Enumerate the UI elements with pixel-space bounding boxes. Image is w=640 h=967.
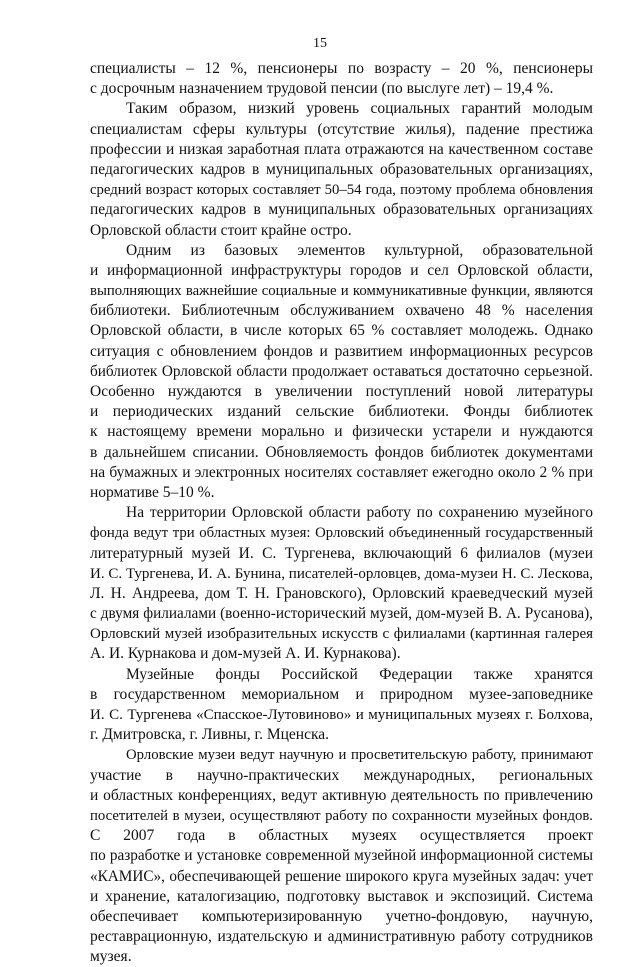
text-line: ситуация с обновлением фондов и развитием информационных ресурсов [90, 342, 593, 360]
text-line: фонда ведут три областных музея: Орловский объединенный государственный [90, 525, 593, 542]
text-line: по разработке и установке современной музейной информационной системы [90, 847, 593, 865]
text-line: На территории Орловской области работу по сохранению музейного [126, 504, 593, 522]
text-line: специалистам сферы культуры (отсутствие жилья), падение престижа [90, 120, 593, 138]
text-line: «КАМИС», обеспечивающей решение широкого круга музейных задач: учет [90, 867, 593, 885]
text-line: выполняющих важнейшие социальные и коммуникативные функции, являются [90, 283, 593, 300]
text-line: с досрочным назначением трудовой пенсии (по выслуге лет) – 19,4 %. [90, 80, 554, 98]
text-line: Особенно нуждаются в увеличении поступлений новой литературы [90, 383, 593, 400]
text-line: участие в научно-практических международных, региональных [90, 766, 593, 784]
page-number: 15 [313, 36, 327, 51]
text-line: реставрационную, издательскую и административную работу сотрудников [90, 928, 593, 946]
text-line: И. С. Тургенева, И. А. Бунина, писателей-орловцев, дома-музеи Н. С. Лескова, [90, 565, 593, 582]
text-line: библиотеки. Библиотечным обслуживанием охвачено 48 % населения [90, 302, 593, 320]
text-line: библиотек Орловской области продолжает оставаться достаточно серьезной. [90, 362, 593, 380]
text-line: посетителей в музеи, осуществляют работу по сохранности музейных фондов. [90, 807, 593, 824]
text-line: в государственном мемориальном и природном музее-заповеднике [90, 685, 593, 703]
text-line: Л. Н. Андреева, дом Т. Н. Грановского), Орловский краеведческий музей [90, 584, 593, 602]
text-line: в дальнейшем списании. Обновляемость фондов библиотек документами [90, 443, 593, 461]
text-line: с двумя филиалами (военно-исторический музей, дом-музей В. А. Русанова), [90, 605, 593, 623]
text-line: Орловский музей изобразительных искусств с филиалами (картинная галерея [90, 626, 593, 643]
text-line: специалисты – 12 %, пенсионеры по возрасту – 20 %, пенсионеры [90, 60, 593, 77]
text-line: к настоящему времени морально и физически устарели и нуждаются [90, 423, 593, 441]
text-line: И. С. Тургенева «Спасское-Лутовиново» и муниципальных музеях г. Болхова, [90, 707, 593, 723]
text-line: средний возраст которых составляет 50–54 года, поэтому проблема обновления [90, 182, 593, 199]
text-line: нормативе 5–10 %. [90, 483, 215, 501]
text-line: профессии и низкая заработная плата отражаются на качественном составе [90, 140, 593, 158]
text-line: музея. [90, 948, 132, 966]
text-line: и информационной инфраструктуры городов и сел Орловской области, [90, 261, 593, 279]
text-line: обеспечивает компьютеризированную учетно-фондовую, научную, [90, 907, 593, 925]
text-line: и периодических изданий сельские библиотеки. Фонды библиотек [90, 403, 593, 421]
text-line: и областных конференциях, ведут активную деятельность по привлечению [90, 786, 593, 804]
text-line: С 2007 года в областных музеях осуществляется проект [90, 827, 593, 845]
text-line: Орловской области стоит крайне остро. [90, 221, 352, 239]
text-line: педагогических кадров в муниципальных образовательных организациях [90, 201, 593, 219]
text-line: Орловские музеи ведут научную и просветительскую работу, принимают [126, 747, 593, 764]
text-line: и хранение, каталогизацию, подготовку выставок и экспозиций. Система [90, 887, 593, 905]
text-line: Орловской области, в числе которых 65 % составляет молодежь. Однако [90, 322, 593, 340]
text-line: Одним из базовых элементов культурной, образовательной [126, 241, 593, 259]
text-line: Музейные фонды Российской Федерации также хранятся [126, 665, 593, 683]
text-line: Таким образом, низкий уровень социальных гарантий молодым [126, 100, 593, 118]
body-text [90, 59, 593, 967]
text-line: г. Дмитровска, г. Ливны, г. Мценска. [90, 726, 330, 744]
text-line: на бумажных и электронных носителях составляет ежегодно около 2 % при [90, 463, 593, 481]
text-line: педагогических кадров в муниципальных образовательных организациях, [90, 160, 593, 178]
text-line: А. И. Курнакова и дом-музей А. И. Курнакова). [90, 645, 401, 663]
text-line: литературный музей И. С. Тургенева, включающий 6 филиалов (музеи [90, 544, 593, 562]
